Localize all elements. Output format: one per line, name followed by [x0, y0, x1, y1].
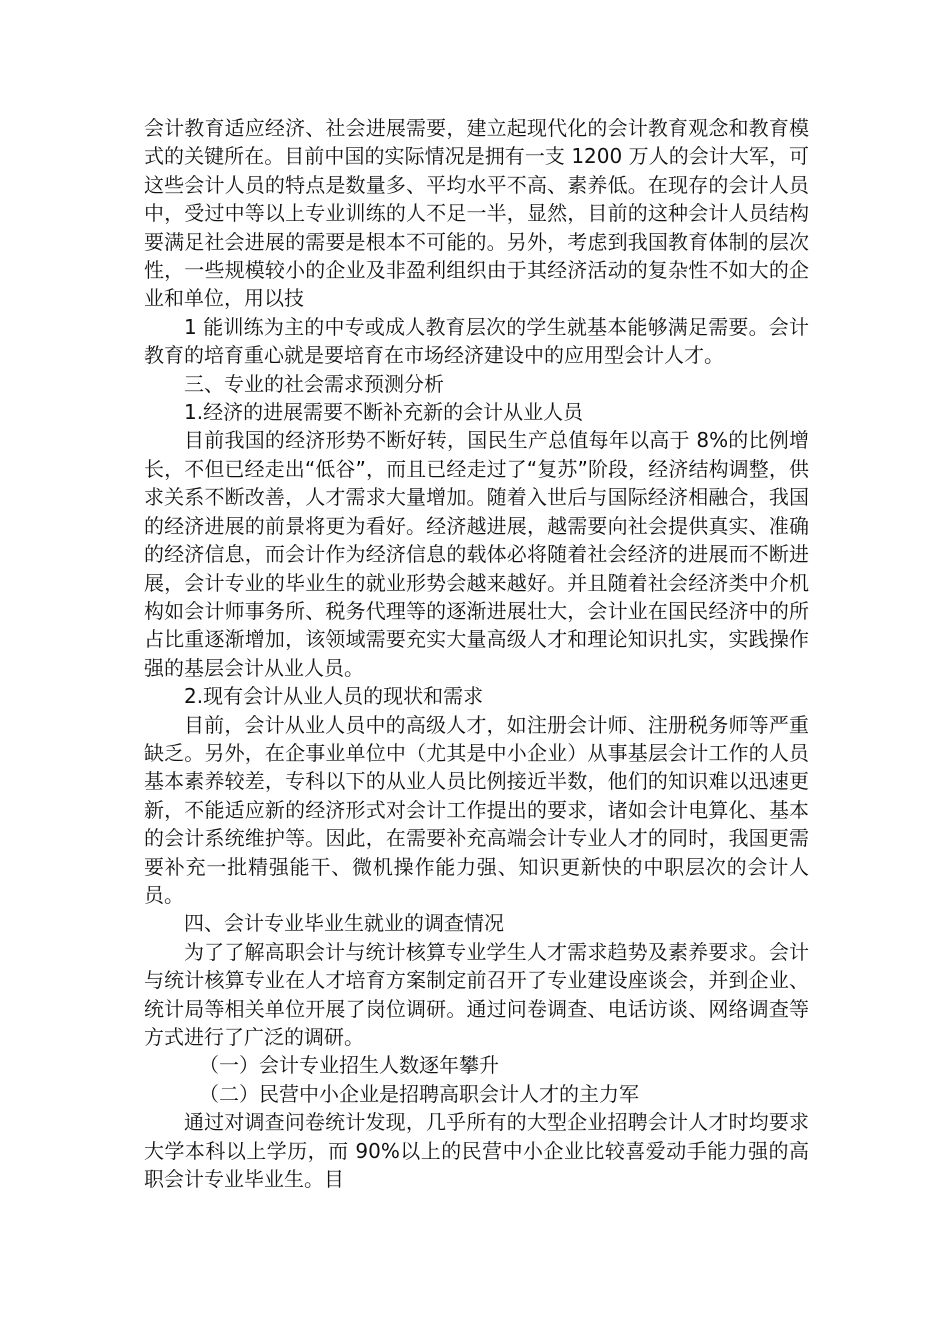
subsection-heading: 1.经济的进展需要不断补充新的会计从业人员 — [184, 400, 584, 425]
paragraph: 为了了解高职会计与统计核算专业学生人才需求趋势及素养要求。会计与统计核算专业在人才培育方案制定前召开了专业建设座谈会，并到企业、统计局等相关单位开展了岗位调研。通过问卷调查、电话访谈、网络调查等方式进行了广泛的调研。 — [144, 939, 809, 1049]
subsection-heading: 2.现有会计从业人员的现状和需求 — [184, 684, 484, 709]
section-heading: 三、专业的社会需求预测分析 — [184, 371, 444, 396]
document-page — [144, 114, 809, 1193]
paragraph: 目前，会计从业人员中的高级人才，如注册会计师、注册税务师等严重缺乏。另外，在企事业单位中（尤其是中小企业）从事基层会计工作的人员基本素养较差，专科以下的从业人员比例接近半数，他们的知识难以迅速更新，不能适应新的经济形式对会计工作提出的要求，诸如会计电算化、基本的会计系统维护等。因此，在需要补充高端会计专业人才的同时，我国更需要补充一批精强能干、微机操作能力强、知识更新快的中职层次的会计人员。 — [144, 712, 809, 907]
subsection-heading: （二）民营中小企业是招聘高职会计人才的主力军 — [199, 1081, 639, 1106]
paragraph: 会计教育适应经济、社会进展需要，建立起现代化的会计教育观念和教育模式的关键所在。目前中国的实际情况是拥有一支 1200 万人的会计大军，可这些会计人员的特点是数量多、平均水平不高、素养低。在现存的会计人员中，受过中等以上专业训练的人不足一半，显然，目前的这种会计人员结构要满足社会进展的需要是根本不可能的。另外，考虑到我国教育体制的层次性，一些规模较小的企业及非盈利组织由于其经济活动的复杂性不如大的企业和单位，用以技 — [144, 116, 809, 311]
section-heading: 四、会计专业毕业生就业的调查情况 — [184, 911, 504, 936]
paragraph: 目前我国的经济形势不断好转，国民生产总值每年以高于 8%的比例增长，不但已经走出“低谷”，而且已经走过了“复苏”阶段，经济结构调整，供求关系不断改善，人才需求大量增加。随着入世后与国际经济相融合，我国的经济进展的前景将更为看好。经济越进展，越需要向社会提供真实、准确的经济信息，而会计作为经济信息的载体必将随着社会经济的进展而不断进展，会计专业的毕业生的就业形势会越来越好。并且随着社会经济类中介机构如会计师事务所、税务代理等的逐渐进展壮大，会计业在国民经济中的所占比重逐渐增加，该领域需要充实大量高级人才和理论知识扎实，实践操作强的基层会计从业人员。 — [144, 428, 809, 680]
paragraph: 通过对调查问卷统计发现，几乎所有的大型企业招聘会计人才时均要求大学本科以上学历，而 90%以上的民营中小企业比较喜爱动手能力强的高职会计专业毕业生。目 — [144, 1110, 809, 1192]
subsection-heading: （一）会计专业招生人数逐年攀升 — [199, 1053, 499, 1078]
paragraph: 1 能训练为主的中专或成人教育层次的学生就基本能够满足需要。会计教育的培育重心就是要培育在市场经济建设中的应用型会计人才。 — [144, 314, 809, 368]
